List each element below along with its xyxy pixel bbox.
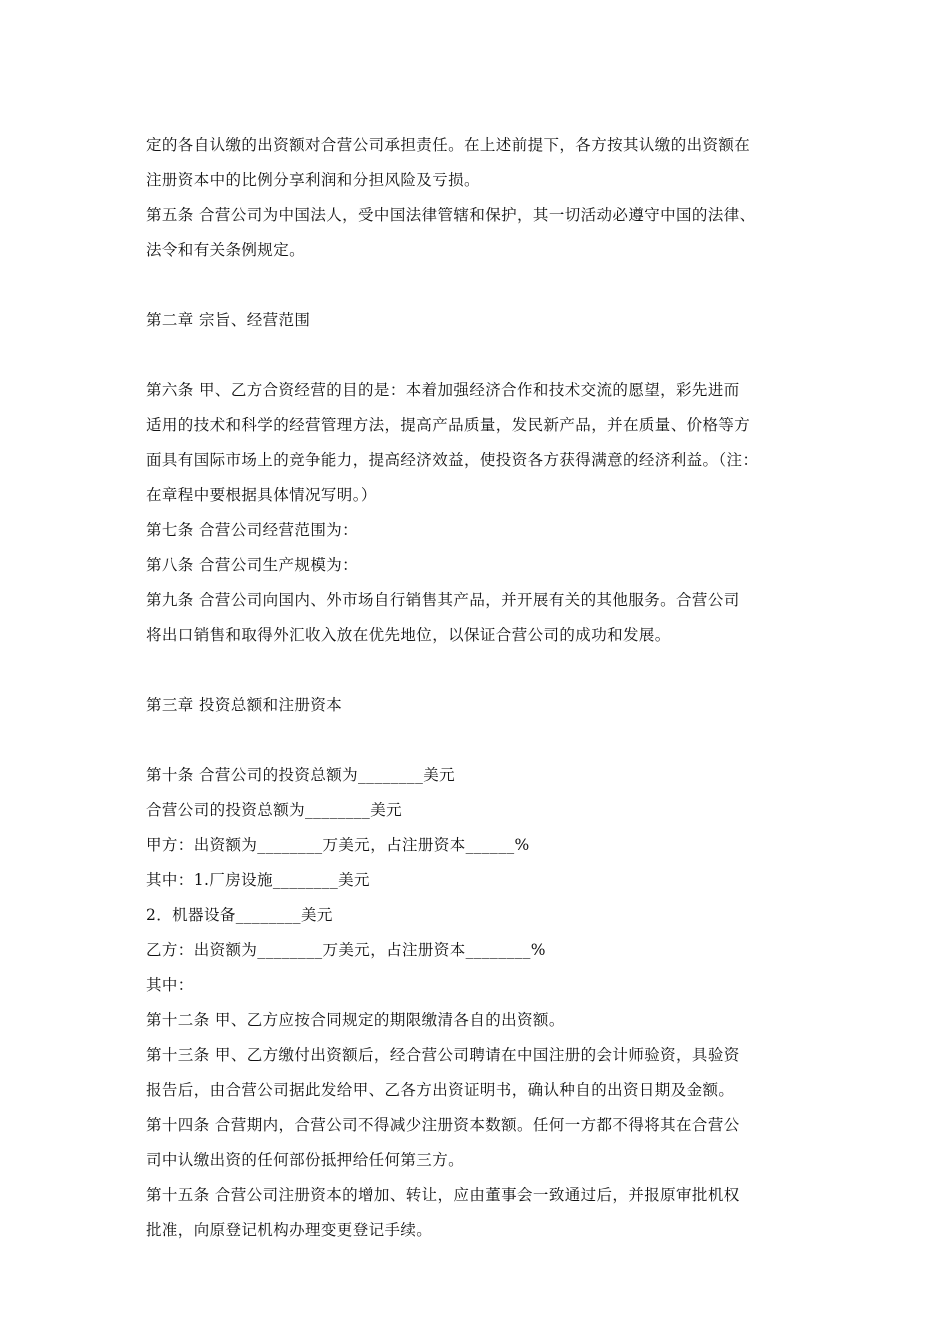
text-line: 司中认缴出资的任何部份抵押给任何第三方。	[146, 1151, 465, 1169]
article-8: 第八条 合营公司生产规模为：	[146, 556, 359, 574]
text-line: 适用的技术和科学的经营管理方法，提高产品质量，发民新产品，并在质量、价格等方	[146, 416, 751, 434]
article-14: 第十四条 合营期内，合营公司不得减少注册资本数额。任何一方都不得将其在合营公	[146, 1116, 740, 1134]
text-line: 其中：1.厂房设施________美元	[146, 871, 370, 889]
article-5: 第五条 合营公司为中国法人，受中国法律管辖和保护，其一切活动必遵守中国的法律、	[146, 206, 756, 224]
text-line: 面具有国际市场上的竞争能力，提高经济效益，使投资各方获得满意的经济利益。（注：	[146, 451, 759, 469]
text-line: 2．机器设备________美元	[146, 906, 333, 924]
chapter-2-heading: 第二章 宗旨、经营范围	[146, 311, 311, 329]
paragraph-gap	[146, 723, 814, 758]
chapter-3-heading: 第三章 投资总额和注册资本	[146, 696, 343, 714]
article-15: 第十五条 合营公司注册资本的增加、转让，应由董事会一致通过后，并报原审批机权	[146, 1186, 740, 1204]
paragraph-gap	[146, 268, 814, 303]
text-line: 将出口销售和取得外汇收入放在优先地位，以保证合营公司的成功和发展。	[146, 626, 671, 644]
text-line: 报告后，由合营公司据此发给甲、乙各方出资证明书，确认种自的出资日期及金额。	[146, 1081, 735, 1099]
paragraph-gap	[146, 338, 814, 373]
article-6: 第六条 甲、乙方合资经营的目的是：本着加强经济合作和技术交流的愿望，彩先进而	[146, 381, 740, 399]
text-line: 定的各自认缴的出资额对合营公司承担责任。在上述前提下，各方按其认缴的出资额在	[146, 136, 751, 154]
text-line: 批准，向原登记机构办理变更登记手续。	[146, 1221, 433, 1239]
text-line: 合营公司的投资总额为________美元	[146, 801, 403, 819]
article-7: 第七条 合营公司经营范围为：	[146, 521, 359, 539]
text-line: 其中：	[146, 976, 194, 994]
text-line: 注册资本中的比例分享利润和分担风险及亏损。	[146, 171, 480, 189]
document-body	[146, 128, 814, 1248]
article-9: 第九条 合营公司向国内、外市场自行销售其产品，并开展有关的其他服务。合营公司	[146, 591, 740, 609]
party-b-contribution: 乙方：出资额为________万美元，占注册资本________%	[146, 941, 546, 959]
party-a-contribution: 甲方：出资额为________万美元，占注册资本______%	[146, 836, 530, 854]
article-10: 第十条 合营公司的投资总额为________美元	[146, 766, 456, 784]
text-line: 法令和有关条例规定。	[146, 241, 306, 259]
article-12: 第十二条 甲、乙方应按合同规定的期限缴清各自的出资额。	[146, 1011, 565, 1029]
text-line: 在章程中要根据具体情况写明。）	[146, 486, 377, 504]
article-13: 第十三条 甲、乙方缴付出资额后，经合营公司聘请在中国注册的会计师验资，具验资	[146, 1046, 740, 1064]
paragraph-gap	[146, 653, 814, 688]
